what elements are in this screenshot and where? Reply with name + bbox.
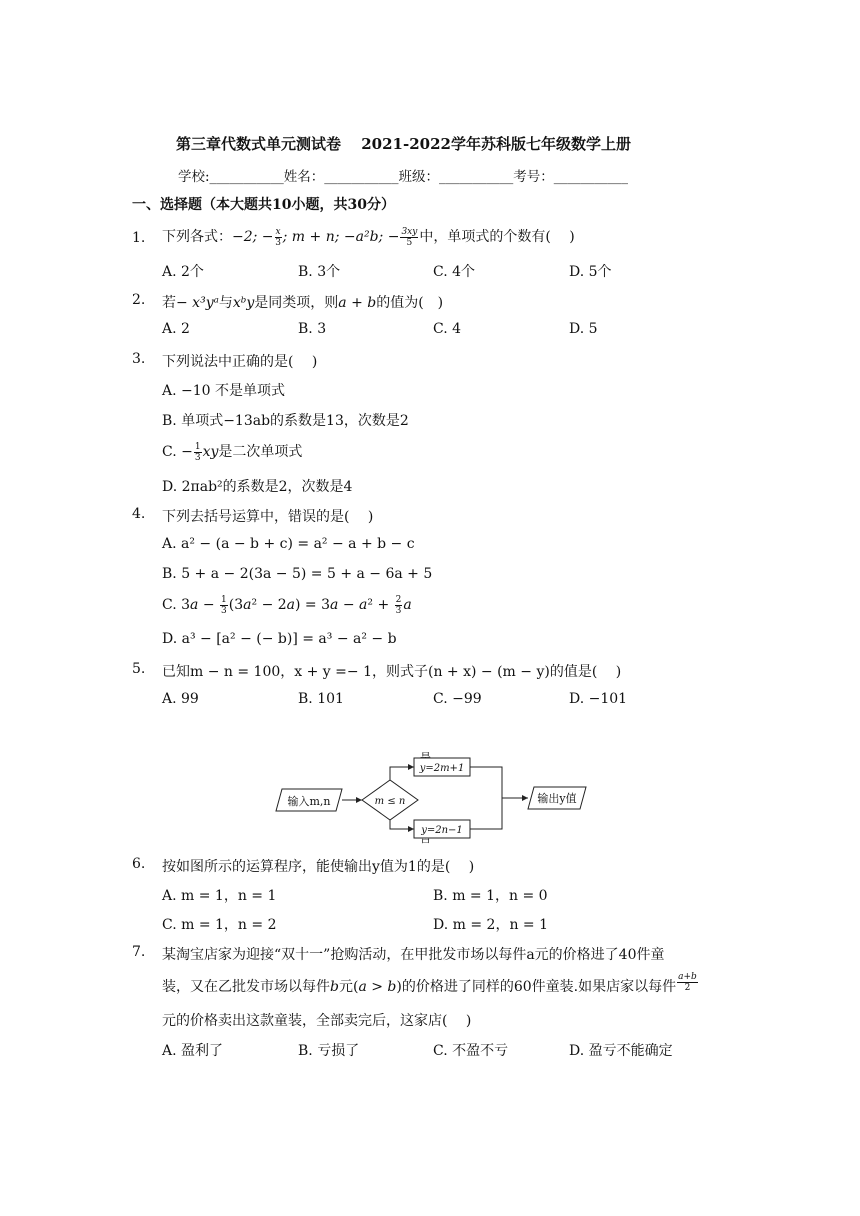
question-4-option-b[interactable]: B. 5 + a − 2(3a − 5) = 5 + a − 6a + 5 (162, 566, 433, 582)
question-6-option-d[interactable]: D. m = 2，n = 1 (433, 917, 548, 933)
question-1-stem: 下列各式：−2; − $\frac{x}{3}$ ; m + n; −a²b; − $\frac{3xy}{5}$ 中，单项式的个数有( ) (162, 226, 575, 248)
question-3-option-c[interactable]: C. − $\frac{1}{3}$ xy是二次单项式 (162, 441, 303, 463)
page-title: 第三章代数式单元测试卷 2021-2022学年苏科版七年级数学上册 (176, 135, 631, 153)
question-6-stem: 按如图所示的运算程序，能使输出y值为1的是( ) (162, 859, 475, 875)
question-4-option-d[interactable]: D. a³ − [a² − (− b)] = a³ − a² − b (162, 631, 397, 647)
question-6-option-b[interactable]: B. m = 1，n = 0 (433, 888, 548, 904)
question-7-number: 7. (132, 944, 146, 960)
question-5-option-d[interactable]: D. −101 (569, 691, 628, 707)
question-1-option-a[interactable]: A. 2个 (162, 264, 204, 280)
flowchart-yes-expr: y=2m+1 (419, 763, 465, 774)
question-6-option-c[interactable]: C. m = 1，n = 2 (162, 917, 277, 933)
question-4-stem: 下列去括号运算中，错误的是( ) (162, 509, 374, 525)
question-4-option-a[interactable]: A. a² − (a − b + c) = a² − a + b − c (162, 536, 415, 552)
flowchart-no-expr: y=2n−1 (421, 825, 463, 836)
question-7-stem-line-1: 某淘宝店家为迎接“双十一”抢购活动，在甲批发市场以每件a元的价格进了40件童 (162, 947, 665, 963)
question-7-option-b[interactable]: B. 亏损了 (298, 1043, 360, 1059)
question-5-option-c[interactable]: C. −99 (433, 691, 482, 707)
question-5-number: 5. (132, 661, 146, 677)
question-7-option-c[interactable]: C. 不盈不亏 (433, 1043, 509, 1059)
question-2-option-c[interactable]: C. 4 (433, 321, 462, 337)
question-5-stem: 已知m − n = 100，x + y =− 1，则式子(n + x) − (m − y)的值是( ) (162, 664, 622, 680)
question-7-option-a[interactable]: A. 盈利了 (162, 1043, 224, 1059)
question-2-option-d[interactable]: D. 5 (569, 321, 598, 337)
question-4-option-c[interactable]: C. 3a − $\frac{1}{3}$ (3a² − 2a) = 3a − a² + $\frac{2}{3}$ a (162, 594, 412, 616)
flowchart-input-text: 输入m,n (287, 795, 331, 808)
question-5-option-a[interactable]: A. 99 (162, 691, 199, 707)
question-5-option-b[interactable]: B. 101 (298, 691, 344, 707)
flowchart-diagram (270, 745, 590, 845)
question-2-number: 2. (132, 292, 146, 308)
question-3-stem: 下列说法中正确的是( ) (162, 354, 318, 370)
question-1-number: 1. (132, 230, 146, 246)
question-1-option-d[interactable]: D. 5个 (569, 264, 612, 280)
section-heading: 一、选择题（本大题共10小题，共30分） (132, 197, 395, 213)
question-2-stem: 若− x³yᵃ与xᵇy是同类项，则a + b的值为( ) (162, 295, 444, 311)
question-3-number: 3. (132, 351, 146, 367)
flowchart-condition-text: m ≤ n (374, 796, 406, 807)
question-3-option-a[interactable]: A. −10 不是单项式 (162, 383, 286, 399)
question-6-option-a[interactable]: A. m = 1，n = 1 (162, 888, 277, 904)
question-3-option-b[interactable]: B. 单项式−13ab的系数是13，次数是2 (162, 413, 409, 429)
question-7-option-d[interactable]: D. 盈亏不能确定 (569, 1043, 673, 1059)
question-4-number: 4. (132, 506, 146, 522)
flowchart-output-text: 输出y值 (537, 792, 577, 805)
question-7-stem-line-2: 装，又在乙批发市场以每件b元(a > b)的价格进了同样的60件童装.如果店家以每件 $\frac{a+b}{2}$ (162, 972, 697, 995)
question-1-option-b[interactable]: B. 3个 (298, 264, 341, 280)
question-2-option-b[interactable]: B. 3 (298, 321, 327, 337)
question-2-option-a[interactable]: A. 2 (162, 321, 190, 337)
student-info-line: 学校:___________姓名：___________班级：___________考号：___________ (178, 169, 629, 185)
question-6-number: 6. (132, 856, 146, 872)
question-3-option-d[interactable]: D. 2πab²的系数是2，次数是4 (162, 479, 353, 495)
question-1-option-c[interactable]: C. 4个 (433, 264, 476, 280)
question-7-stem-line-3: 元的价格卖出这款童装，全部卖完后，这家店( ) (162, 1013, 472, 1029)
